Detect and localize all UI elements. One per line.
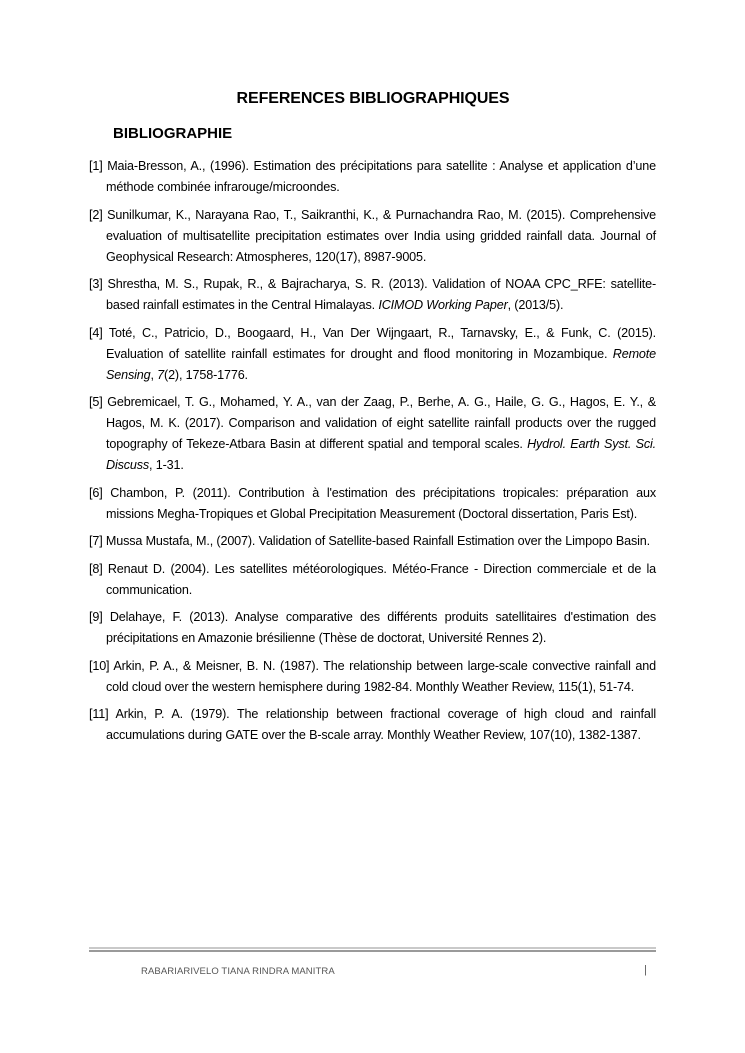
reference-4-text: [4] Toté, C., Patricio, D., Boogaard, H., Van Der Wijngaart, R., Tarnavsky, E., & Funk, C. (2015). Evaluation of satellite rainfall estimates for drought and flood monitoring in Mozambique.	[89, 325, 656, 361]
reference-5	[89, 392, 656, 476]
footer-rule	[89, 947, 656, 952]
page-title: REFERENCES BIBLIOGRAPHIQUES	[236, 90, 510, 107]
reference-3-journal: ICIMOD Working Paper	[378, 298, 508, 312]
reference-8-text: [8] Renaut D. (2004). Les satellites météorologiques. Météo-France - Direction commerciale et de la communication.	[89, 561, 656, 597]
reference-9	[89, 607, 656, 649]
reference-4-journal: Remote Sensing	[106, 346, 656, 382]
reference-4-sep: ,	[150, 367, 158, 382]
reference-2	[89, 205, 656, 268]
reference-4-volume: 7	[157, 367, 165, 382]
reference-3-text: [3] Shrestha, M. S., Rupak, R., & Bajracharya, S. R. (2013). Validation of NOAA CPC_RFE: satellite-based rainfall estimates in the Central Himalayas.	[89, 277, 656, 312]
reference-1-text: [1] Maia-Bresson, A., (1996). Estimation des précipitations para satellite : Analyse et application d’une méthode combinée infrarouge/microondes.	[89, 159, 656, 194]
reference-7-text: [7] Mussa Mustafa, M., (2007). Validation of Satellite-based Rainfall Estimation over the Limpopo Basin.	[89, 534, 650, 548]
reference-5-tail: , 1-31.	[149, 458, 184, 472]
reference-1	[89, 156, 656, 198]
reference-5-journal: Hydrol. Earth Syst. Sci. Discuss	[106, 437, 656, 472]
reference-6-text: [6] Chambon, P. (2011). Contribution à l'estimation des précipitations tropicales: préparation aux missions Megha-Tropiques et Global Precipitation Measurement (Doctoral dissertation, Paris Est).	[89, 485, 656, 521]
reference-10-text: [10] Arkin, P. A., & Meisner, B. N. (1987). The relationship between large-scale convective rainfall and cold cloud over the western hemisphere during 1982-84. Monthly Weather Review, 115(1), 51-74.	[89, 658, 656, 694]
reference-3	[89, 274, 656, 316]
reference-5-text: [5] Gebremicael, T. G., Mohamed, Y. A., van der Zaag, P., Berhe, A. G., Haile, G. G., Hagos, E. Y., & Hagos, M. K. (2017). Comparison and validation of eight satellite rainfall products over the rugged topography of Tekeze-Atbara Basin at different spatial and temporal scales.	[89, 395, 656, 451]
reference-2-text: [2] Sunilkumar, K., Narayana Rao, T., Saikranthi, K., & Purnachandra Rao, M. (2015). Comprehensive evaluation of multisatellite precipitation estimates over India using gridded rainfall data. Journal of Geophysical Research: Atmospheres, 120(17), 8987-9005.	[89, 207, 656, 264]
reference-list	[89, 156, 656, 753]
reference-7	[89, 531, 656, 552]
reference-4-tail: (2), 1758-1776.	[164, 367, 248, 382]
reference-9-text: [9] Delahaye, F. (2013). Analyse comparative des différents produits satellitaires d'estimation des précipitations en Amazonie brésilienne (Thèse de doctorat, Université Rennes 2).	[89, 610, 656, 645]
reference-3-tail: , (2013/5).	[507, 298, 564, 312]
footer-page-marker: |	[644, 964, 647, 976]
reference-11	[89, 704, 656, 746]
reference-8	[89, 559, 656, 601]
footer-author: RABARIARIVELO TIANA RINDRA MANITRA	[141, 966, 335, 977]
reference-11-text: [11] Arkin, P. A. (1979). The relationship between fractional coverage of high cloud and rainfall accumulations during GATE over the B-scale array. Monthly Weather Review, 107(10), 1382-1387.	[89, 707, 656, 742]
reference-4	[89, 323, 656, 386]
section-title: BIBLIOGRAPHIE	[113, 125, 233, 142]
reference-6	[89, 483, 656, 525]
reference-10	[89, 656, 656, 698]
